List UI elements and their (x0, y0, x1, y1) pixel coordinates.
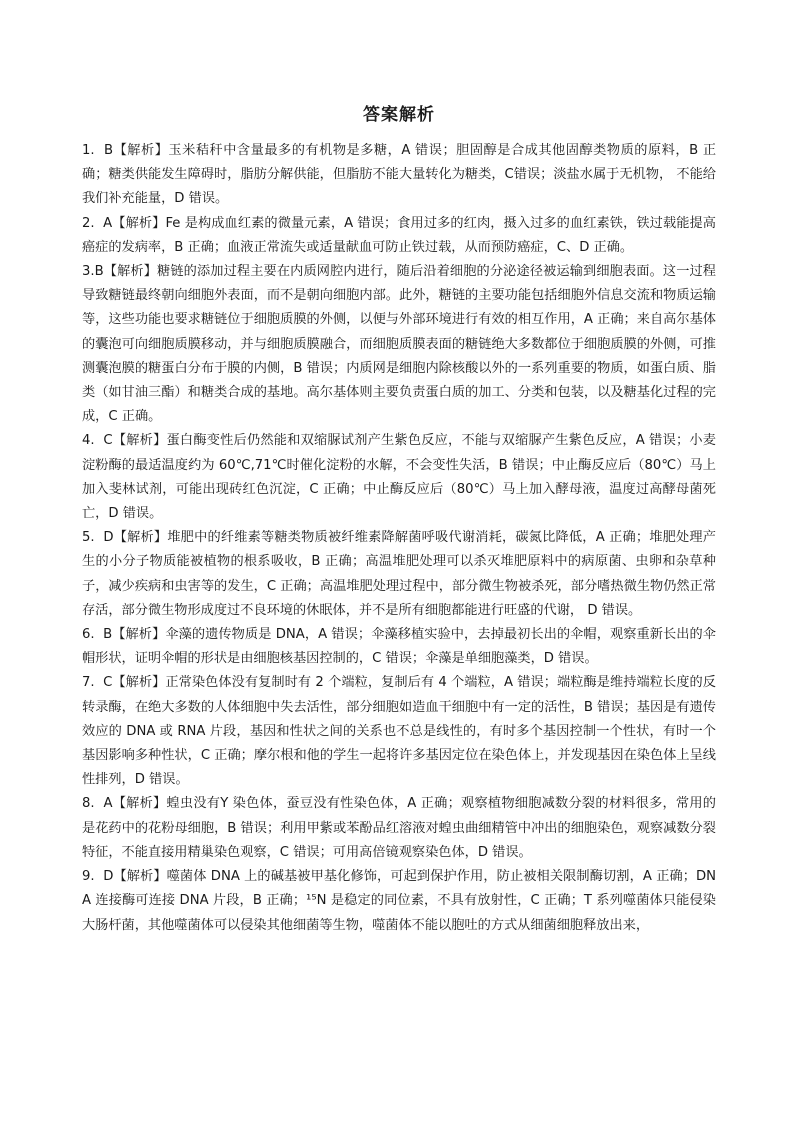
answer-item-4 (82, 429, 716, 526)
analysis-tag: 【解析】 (113, 143, 169, 158)
answer-number: 8. (82, 796, 95, 812)
answer-explanation: 伞藻的遗传物质是 DNA，A 错误；伞藻移植实验中，去掉最初长出的伞帽，观察重新长出的伞帽形状，证明伞帽的形状是由细胞核基因控制的，C 错误；伞藻是单细胞藻类，D 错误。 (82, 627, 716, 667)
page-title: 答案解析 (363, 105, 435, 125)
answer-choice: C (103, 433, 113, 449)
answer-item-6 (82, 623, 716, 671)
answer-explanation: 玉米秸秆中含量最多的有机物是多糖，A 错误；胆固醇是合成其他固醇类物质的原料，B 正确；糖类供能发生障碍时，脂肪分解供能，但脂肪不能大量转化为糖类，C错误；淡盐水属于无机物， 不能给我们补充能量，D 错误。 (82, 143, 717, 207)
analysis-tag: 【解析】 (113, 530, 168, 546)
answer-choice: D (103, 530, 114, 546)
answer-item-8 (82, 792, 716, 865)
answer-explanation: 噬菌体 DNA 上的碱基被甲基化修饰，可起到保护作用，防止被相关限制酶切割，A 正确；DNA 连接酶可连接 DNA 片段，B 正确；¹⁵N 是稳定的同位素，不具有放射性，C 正确；T 系列噬菌体只能侵染大肠杆菌，其他噬菌体可以侵染其他细菌等生物，噬菌体不能以胞吐的方式从细菌细胞释放出来， (82, 869, 717, 933)
answer-number: 5. (82, 530, 95, 546)
answer-explanation: 正常染色体没有复制时有 2 个端粒，复制后有 4 个端粒，A 错误；端粒酶是维持端粒长度的反转录酶，在绝大多数的人体细胞中失去活性，部分细胞如造血干细胞中有一定的活性，B 错误；基因是有遗传效应的 DNA 或 RNA 片段，基因和性状之间的关系也不总是线性的，有时多个基因控制一个性状，有时一个基因影响多种性状，C 正确；摩尔根和他的学生一起将许多基因定位在染色体上，并发现基因在染色体上呈线性排列，D 错误。 (82, 675, 716, 788)
analysis-tag: 【解析】 (103, 264, 158, 280)
answer-number: 3. (82, 264, 95, 280)
answer-choice: A (103, 796, 113, 812)
answer-choice: A (103, 215, 113, 231)
answer-number: 2. (82, 215, 95, 231)
answer-choice: C (103, 675, 113, 691)
answer-choice: B (94, 264, 104, 280)
analysis-tag: 【解析】 (112, 796, 167, 812)
answer-item-9 (82, 865, 716, 938)
answer-choice: D (103, 869, 114, 885)
answer-explanation: 糖链的添加过程主要在内质网腔内进行，随后沿着细胞的分泌途径被运输到细胞表面。这一过程导致糖链最终朝向细胞外表面，而不是朝向细胞内部。此外，糖链的主要功能包括细胞外信息交流和物质运输等，这些功能也要求糖链位于细胞质膜的外侧，以便与外部环境进行有效的相互作用，A 正确；来自高尔基体的囊泡可向细胞质膜移动，并与细胞质膜融合，而细胞质膜表面的糖链绝大多数都位于细胞质膜的外侧，可推测囊泡膜的糖蛋白分布于膜的内侧，B 错误；内质网是细胞内除核酸以外的一系列重要的物质，如蛋白质、脂类（如甘油三酯）和糖类合成的基地。高尔基体则主要负责蛋白质的加工、分类和包装，以及糖基化过程的完成，C 正确。 (82, 264, 716, 425)
answer-choice: B (104, 143, 114, 158)
answer-explanation: 堆肥中的纤维素等糖类物质被纤维素降解菌呼吸代谢消耗，碳氮比降低，A 正确；堆肥处理产生的小分子物质能被植物的根系吸收，B 正确；高温堆肥处理可以杀灭堆肥原料中的病原菌、虫卵和杂草种子，减少疾病和虫害等的发生，C 正确；高温堆肥处理过程中，部分微生物被杀死，部分嗜热微生物仍然正常存活，部分微生物形成度过不良环境的休眠体，并不是所有细胞都能进行旺盛的代谢， D 错误。 (82, 530, 716, 618)
answer-number: 9. (82, 869, 95, 885)
analysis-tag: 【解析】 (112, 433, 167, 449)
answer-item-5 (82, 526, 716, 623)
answer-choice: B (103, 627, 113, 643)
answer-item-3 (82, 260, 716, 429)
answer-item-2 (82, 212, 716, 260)
answer-explanation: 蝗虫没有Y 染色体，蚕豆没有性染色体，A 正确；观察植物细胞减数分裂的材料很多，常用的是花药中的花粉母细胞，B 错误；利用甲紫或苯酚品红溶液对蝗虫曲细精管中冲出的细胞染色，观察减数分裂特征，不能直接用精巢染色观察，C 错误；可用高倍镜观察染色体，D 错误。 (82, 796, 716, 860)
answer-list (82, 139, 716, 938)
analysis-tag: 【解析】 (112, 675, 166, 691)
answer-item-1 (82, 139, 716, 212)
answer-number: 1. (82, 143, 95, 158)
analysis-tag: 【解析】 (112, 215, 166, 231)
answer-explanation: Fe 是构成血红素的微量元素，A 错误；食用过多的红肉，摄入过多的血红素铁，铁过载能提高癌症的发病率，B 正确；血液正常流失或适量献血可防止铁过载，从而预防癌症，C、D 正确。 (82, 215, 716, 255)
analysis-tag: 【解析】 (113, 869, 167, 885)
answer-number: 7. (82, 675, 95, 691)
analysis-tag: 【解析】 (112, 627, 166, 643)
answer-number: 6. (82, 627, 95, 643)
answer-number: 4. (82, 433, 95, 449)
answer-item-7 (82, 671, 716, 792)
answer-explanation: 蛋白酶变性后仍然能和双缩脲试剂产生紫色反应，不能与双缩脲产生紫色反应，A 错误；小麦淀粉酶的最适温度约为 60℃,71℃时催化淀粉的水解，不会变性失活，B 错误；中止酶反应后（80℃）马上加入斐林试剂，可能出现砖红色沉淀，C 正确；中止酶反应后（80℃）马上加入酵母液，温度过高酵母菌死亡，D 错误。 (82, 433, 716, 522)
